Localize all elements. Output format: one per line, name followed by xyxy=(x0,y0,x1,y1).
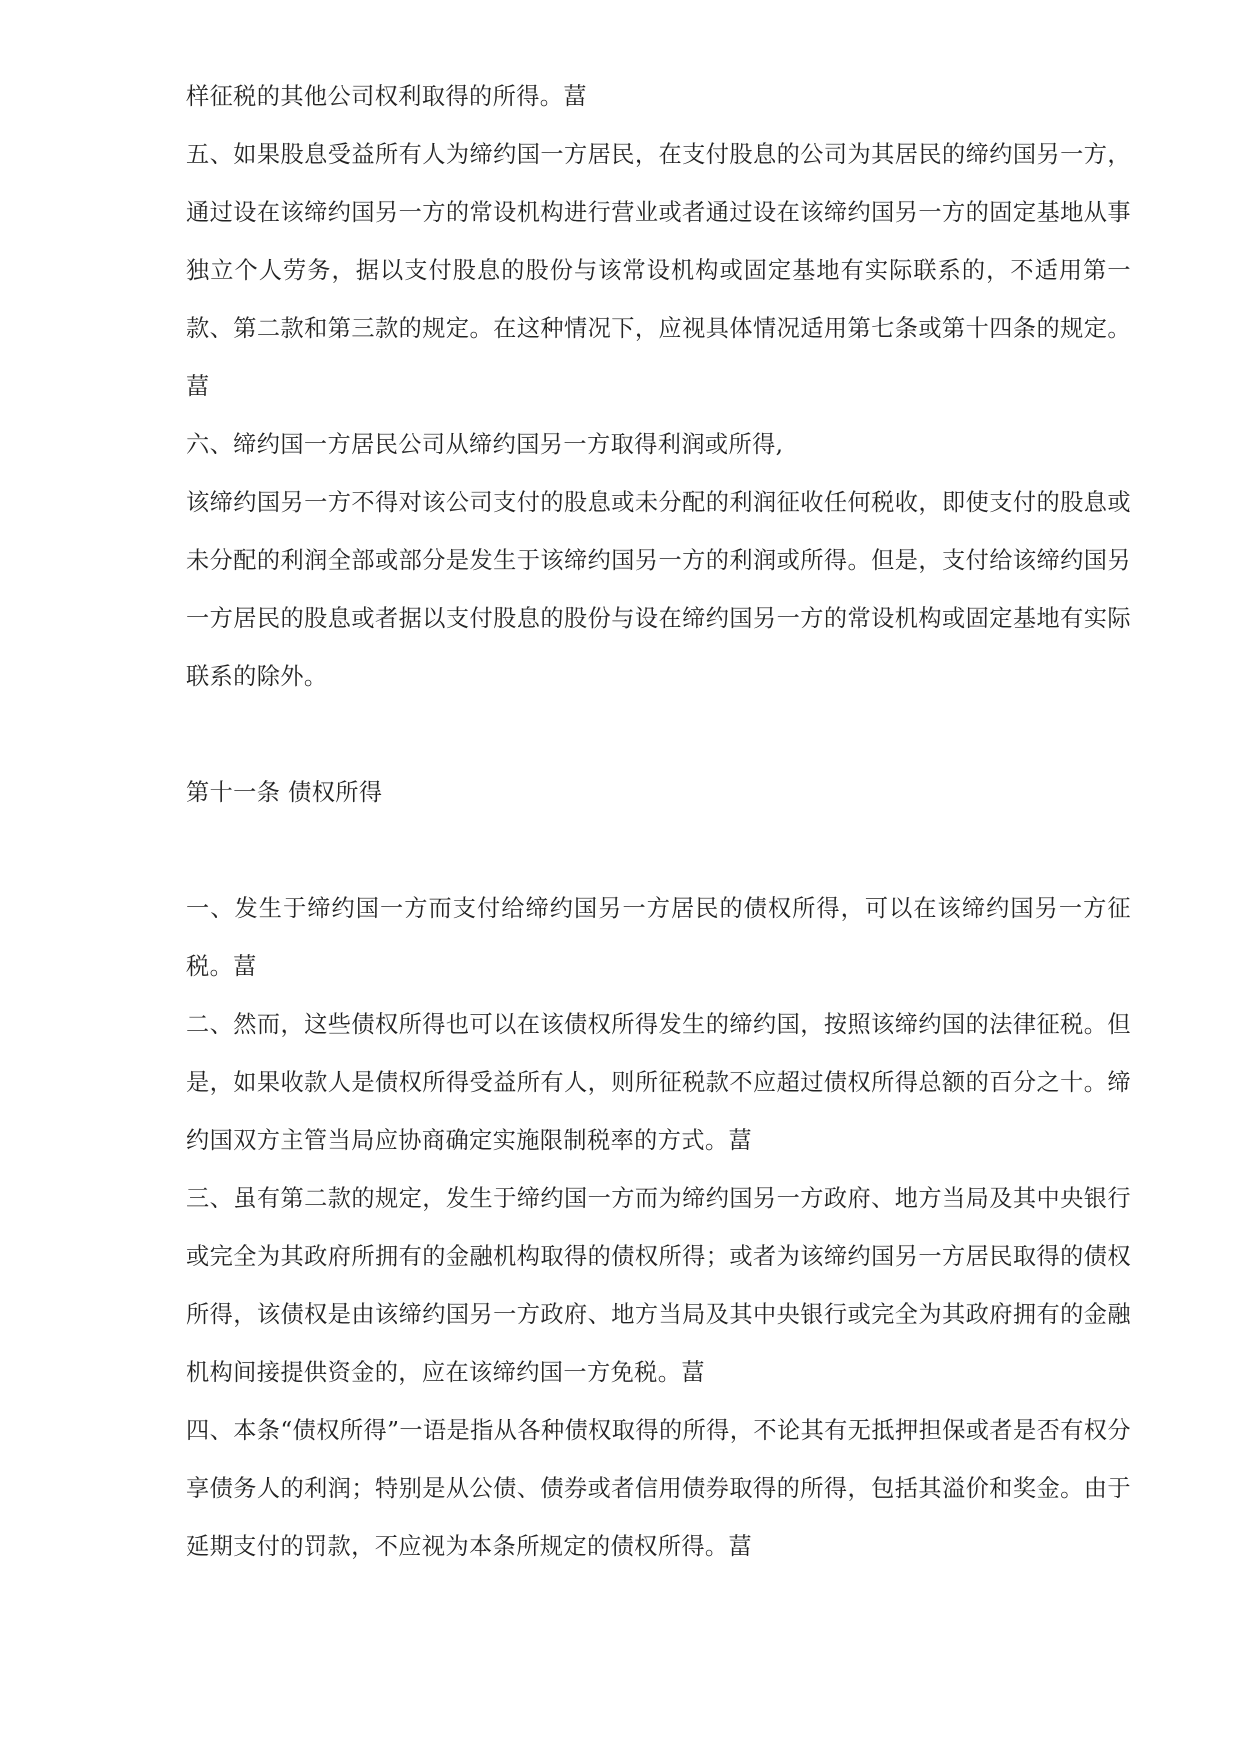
document-body xyxy=(186,68,1131,1576)
paragraph-article11-clause-4: 四、本条“债权所得”一语是指从各种债权取得的所得，不论其有无抵押担保或者是否有权分享债务人的利润；特别是从公债、债券或者信用债券取得的所得，包括其溢价和奖金。由于延期支付的罚款，不应视为本条所规定的债权所得。葍 xyxy=(186,1417,1131,1560)
paragraph-continuation: 样征税的其他公司权利取得的所得。葍 xyxy=(186,83,587,110)
paragraph-clause-5: 五、如果股息受益所有人为缔约国一方居民，在支付股息的公司为其居民的缔约国另一方，通过设在该缔约国另一方的常设机构进行营业或者通过设在该缔约国另一方的固定基地从事独立个人劳务，据以支付股息的股份与该常设机构或固定基地有实际联系的，不适用第一款、第二款和第三款的规定。在这种情况下，应视具体情况适用第七条或第十四条的规定。葍 xyxy=(186,141,1131,400)
spacer xyxy=(186,706,1131,764)
paragraph-article11-clause-2: 二、然而，这些债权所得也可以在该债权所得发生的缔约国，按照该缔约国的法律征税。但是，如果收款人是债权所得受益所有人，则所征税款不应超过债权所得总额的百分之十。缔约国双方主管当局应协商确定实施限制税率的方式。葍 xyxy=(186,1011,1131,1154)
article-heading: 第十一条 债权所得 xyxy=(186,779,383,806)
paragraph-clause-6-continued: 该缔约国另一方不得对该公司支付的股息或未分配的利润征收任何税收，即使支付的股息或未分配的利润全部或部分是发生于该缔约国另一方的利润或所得。但是，支付给该缔约国另一方居民的股息或者据以支付股息的股份与设在缔约国另一方的常设机构或固定基地有实际联系的除外。 xyxy=(186,489,1131,690)
paragraph-article11-clause-3: 三、虽有第二款的规定，发生于缔约国一方而为缔约国另一方政府、地方当局及其中央银行或完全为其政府所拥有的金融机构取得的债权所得；或者为该缔约国另一方居民取得的债权所得，该债权是由该缔约国另一方政府、地方当局及其中央银行或完全为其政府拥有的金融机构间接提供资金的，应在该缔约国一方免税。葍 xyxy=(186,1185,1131,1386)
paragraph-article11-clause-1: 一、发生于缔约国一方而支付给缔约国另一方居民的债权所得，可以在该缔约国另一方征税。葍 xyxy=(186,895,1131,980)
spacer xyxy=(186,822,1131,880)
paragraph-clause-6: 六、缔约国一方居民公司从缔约国另一方取得利润或所得, xyxy=(186,431,784,458)
